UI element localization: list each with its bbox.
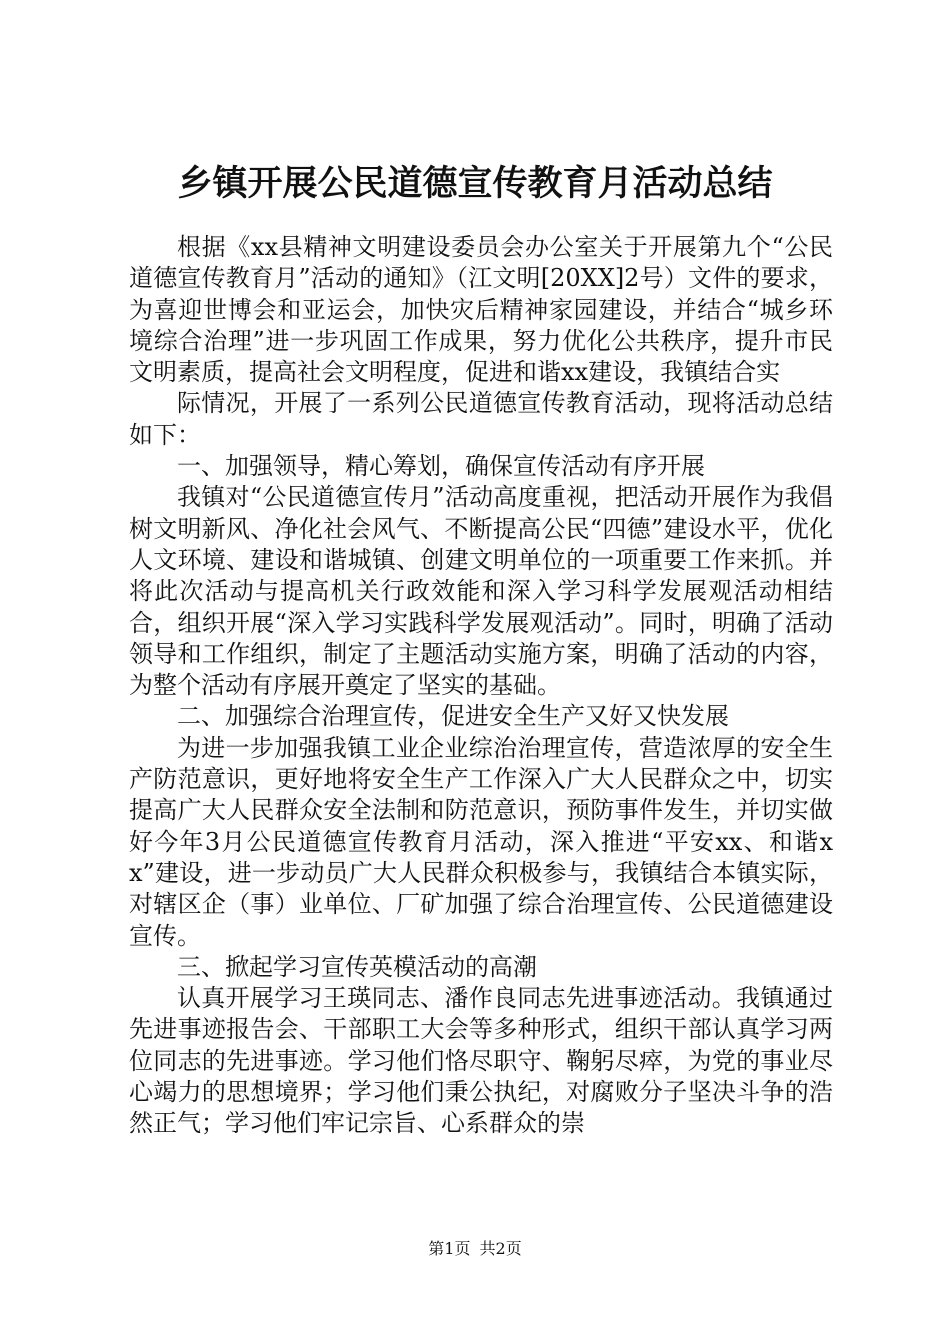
section-heading-2: 二、加强综合治理宣传，促进安全生产又好又快发展	[177, 702, 729, 731]
paragraph-intro-continued: 际情况，开展了一系列公民道德宣传教育活动，现将活动总结如下：	[129, 389, 833, 449]
section-heading-1: 一、加强领导，精心筹划，确保宣传活动有序开展	[177, 452, 705, 481]
document-title: 乡镇开展公民道德宣传教育月活动总结	[177, 164, 773, 204]
paragraph-section-2: 为进一步加强我镇工业企业综治治理宣传，营造浓厚的安全生产防范意识，更好地将安全生产工作深入广大人民群众之中，切实提高广大人民群众安全法制和防范意识，预防事件发生，并切实做好今年3月公民道德宣传教育月活动，深入推进“平安xx、和谐xx”建设，进一步动员广大人民群众积极参与，我镇结合本镇实际，对辖区企（事）业单位、厂矿加强了综合治理宣传、公民道德建设宣传。	[129, 733, 833, 950]
page-footer	[0, 1238, 950, 1260]
page-total: 共2页	[479, 1239, 522, 1258]
page-number: 第1页	[428, 1239, 471, 1258]
document-body	[129, 232, 833, 1140]
paragraph-section-1: 我镇对“公民道德宣传月”活动高度重视，把活动开展作为我倡树文明新风、净化社会风气、不断提高公民“四德”建设水平，优化人文环境、建设和谐城镇、创建文明单位的一项重要工作来抓。并将此次活动与提高机关行政效能和深入学习科学发展观活动相结合，组织开展“深入学习实践科学发展观活动”。同时，明确了活动领导和工作组织，制定了主题活动实施方案，明确了活动的内容，为整个活动有序展开奠定了坚实的基础。	[129, 483, 833, 700]
paragraph-section-3: 认真开展学习王瑛同志、潘作良同志先进事迹活动。我镇通过先进事迹报告会、干部职工大会等多种形式，组织干部认真学习两位同志的先进事迹。学习他们恪尽职守、鞠躬尽瘁，为党的事业尽心竭力的思想境界；学习他们秉公执纪，对腐败分子坚决斗争的浩然正气；学习他们牢记宗旨、心系群众的崇	[129, 984, 833, 1138]
paragraph-intro: 根据《xx县精神文明建设委员会办公室关于开展第九个“公民道德宣传教育月”活动的通知》（江文明[20XX]2号）文件的要求，为喜迎世博会和亚运会，加快灾后精神家园建设，并结合“城乡环境综合治理”进一步巩固工作成果，努力优化公共秩序，提升市民文明素质，提高社会文明程度，促进和谐xx建设，我镇结合实	[129, 233, 833, 387]
section-heading-3: 三、掀起学习宣传英模活动的高潮	[177, 952, 537, 981]
